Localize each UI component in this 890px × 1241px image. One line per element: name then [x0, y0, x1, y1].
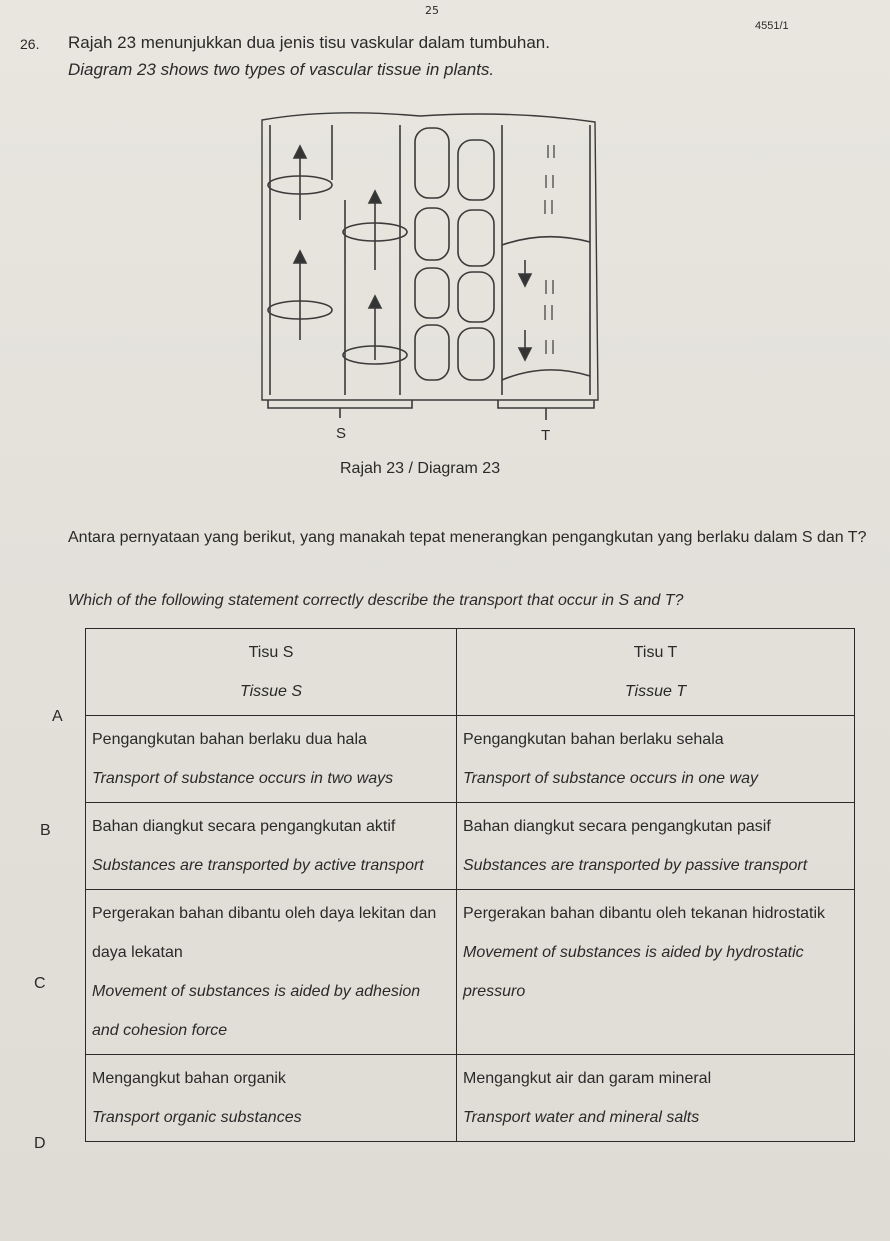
stem-english: Which of the following statement correctly describe the transport that occur in S and T? [68, 592, 684, 609]
option-a-t-malay: Pengangkutan bahan berlaku sehala [463, 731, 724, 748]
stem-malay: Antara pernyataan yang berikut, yang manakah tepat menerangkan pengangkutan yang berlaku dalam S dan T? [68, 529, 867, 546]
option-d-t-english: Transport water and mineral salts [463, 1109, 700, 1126]
option-b-tissue-s [86, 803, 457, 890]
paper-code: 4551/1 [755, 20, 789, 32]
header-tissue-t [457, 629, 855, 716]
header-s-malay: Tisu S [248, 644, 294, 661]
option-row-c[interactable] [86, 890, 855, 1055]
option-a-tissue-t [457, 716, 855, 803]
option-c-s-malay: Pergerakan bahan dibantu oleh daya lekitan dan daya lekatan [92, 905, 437, 961]
option-d-s-malay: Mengangkut bahan organik [92, 1070, 286, 1087]
label-t: T [541, 427, 551, 444]
option-row-a[interactable] [86, 716, 855, 803]
option-d-tissue-t [457, 1055, 855, 1142]
option-a-tissue-s [86, 716, 457, 803]
options-table [85, 628, 855, 1142]
option-letter-b: B [40, 822, 51, 839]
option-letter-d: D [34, 1135, 46, 1152]
option-letter-c: C [34, 975, 46, 992]
option-d-s-english: Transport organic substances [92, 1109, 302, 1126]
option-c-s-english: Movement of substances is aided by adhesion and cohesion force [92, 983, 421, 1039]
header-s-english: Tissue S [239, 683, 303, 700]
header-t-english: Tissue T [624, 683, 687, 700]
option-c-t-malay: Pergerakan bahan dibantu oleh tekanan hidrostatik [463, 905, 826, 922]
diagram-caption: Rajah 23 / Diagram 23 [340, 460, 501, 477]
label-s: S [336, 425, 347, 442]
option-b-t-english: Substances are transported by passive transport [463, 857, 808, 874]
question-text-malay: Rajah 23 menunjukkan dua jenis tisu vaskular dalam tumbuhan. [68, 33, 550, 52]
page-number: 25 [425, 4, 439, 17]
option-b-tissue-t [457, 803, 855, 890]
option-a-s-english: Transport of substance occurs in two ways [92, 770, 394, 787]
option-b-t-malay: Bahan diangkut secara pengangkutan pasif [463, 818, 771, 835]
option-c-tissue-t [457, 890, 855, 1055]
option-letter-a: A [52, 708, 63, 725]
vascular-tissue-diagram [240, 100, 620, 450]
option-a-t-english: Transport of substance occurs in one way [463, 770, 758, 787]
header-t-malay: Tisu T [633, 644, 678, 661]
option-d-t-malay: Mengangkut air dan garam mineral [463, 1070, 712, 1087]
option-c-t-english: Movement of substances is aided by hydrostatic pressuro [463, 944, 804, 1000]
option-row-b[interactable] [86, 803, 855, 890]
option-d-tissue-s [86, 1055, 457, 1142]
option-row-d[interactable] [86, 1055, 855, 1142]
question-number: 26. [20, 36, 40, 52]
header-tissue-s [86, 629, 457, 716]
option-c-tissue-s [86, 890, 457, 1055]
option-a-s-malay: Pengangkutan bahan berlaku dua hala [92, 731, 367, 748]
option-b-s-malay: Bahan diangkut secara pengangkutan aktif [92, 818, 396, 835]
table-header-row [86, 629, 855, 716]
question-text-english: Diagram 23 shows two types of vascular tissue in plants. [68, 60, 495, 79]
option-b-s-english: Substances are transported by active transport [92, 857, 424, 874]
